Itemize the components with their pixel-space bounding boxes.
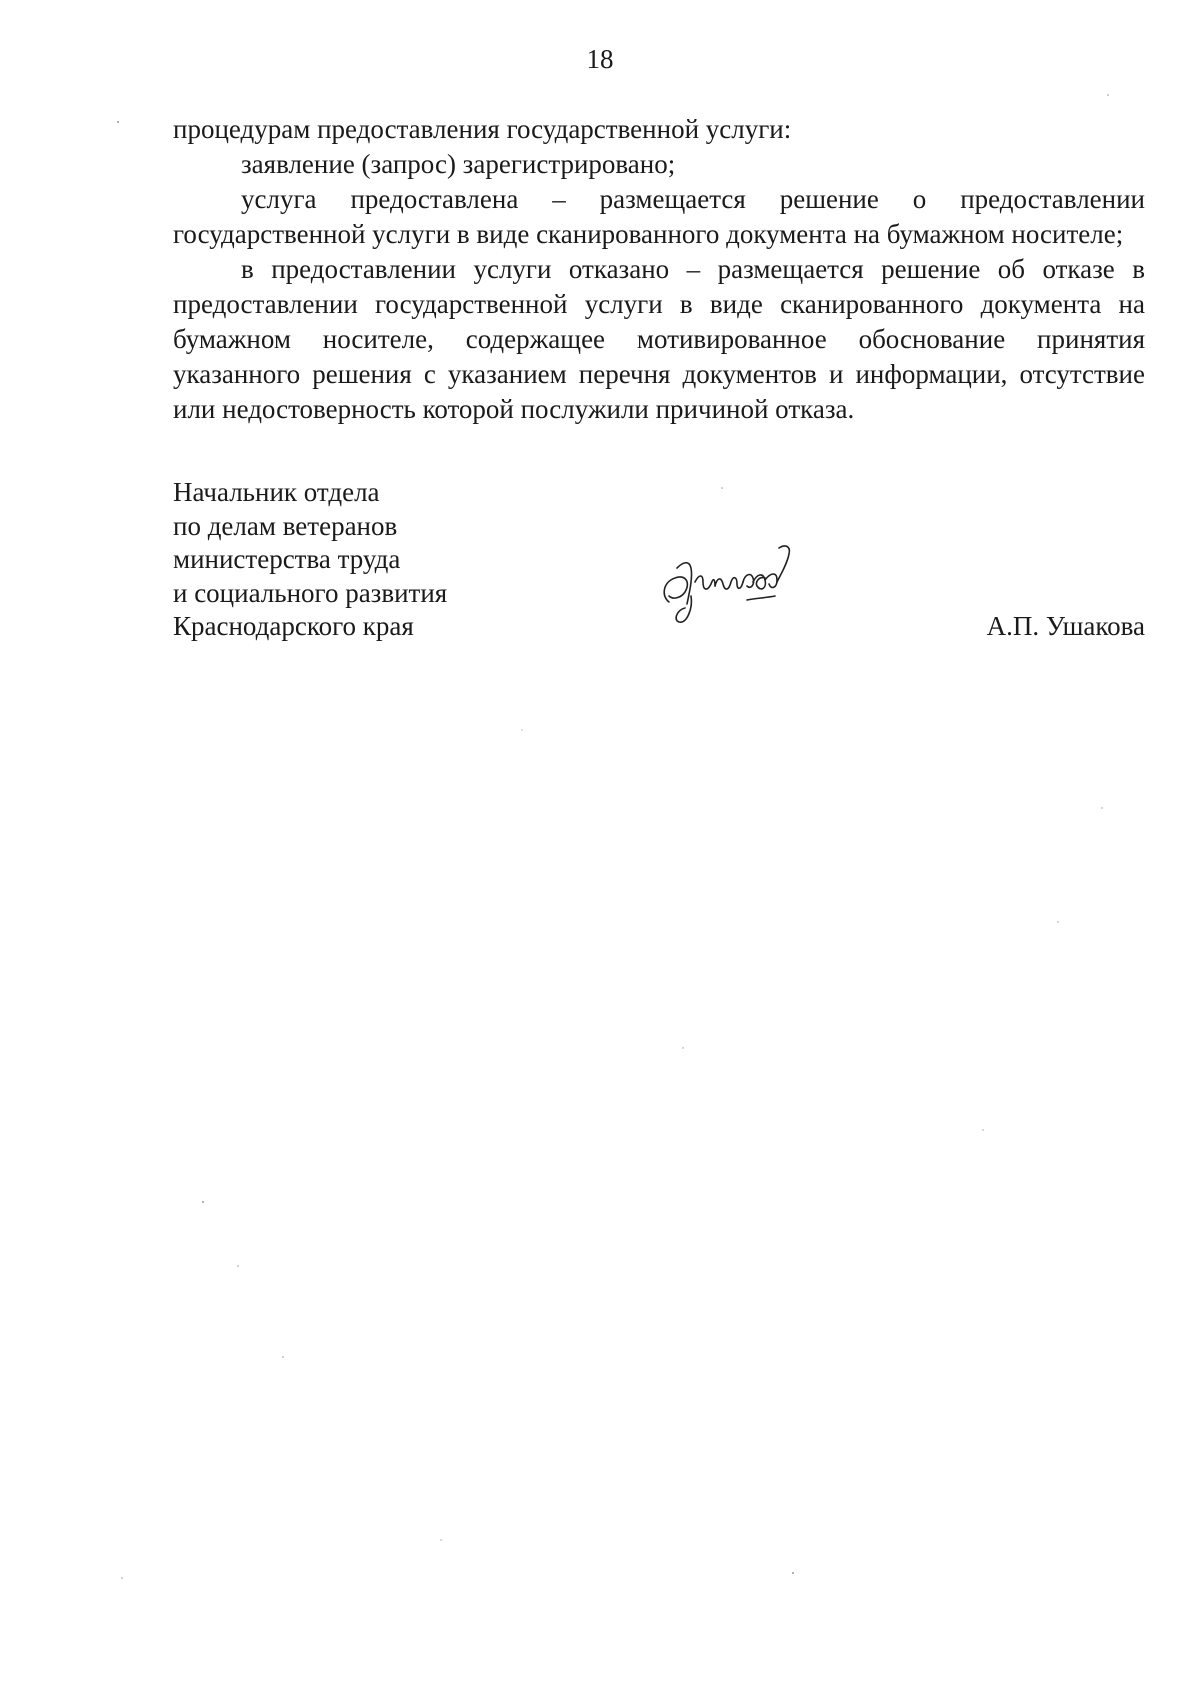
position-line: и социального развития	[173, 577, 448, 608]
document-body	[173, 112, 1145, 427]
paragraph-registered: заявление (запрос) зарегистрировано;	[241, 149, 676, 179]
handwritten-signature	[655, 538, 825, 628]
position-line: министерства труда	[173, 544, 401, 574]
position-line: Краснодарского края	[173, 611, 414, 641]
paragraph-provided: услуга предоставлена – размещается решение о предоставлении государственной услуги в виде сканированного документа на бумажном носителе;	[173, 184, 1145, 249]
paragraph-refused: в предоставлении услуги отказано – размещается решение об отказе в предоставлении государственной услуги в виде сканированного документа на бумажном носителе, содержащее мотивированное обоснование принятия указанного решения с указанием перечня документов и информации, отсутствие или недостоверность которой послужили причиной отказа.	[173, 254, 1145, 424]
position-line: по делам ветеранов	[173, 510, 398, 541]
signatory-position	[173, 476, 447, 644]
signatory-name: А.П. Ушакова	[986, 611, 1145, 641]
paragraph-intro: процедурам предоставления государственной услуги:	[173, 114, 792, 144]
position-line: Начальник отдела	[173, 477, 380, 507]
page-number: 18	[586, 44, 614, 74]
